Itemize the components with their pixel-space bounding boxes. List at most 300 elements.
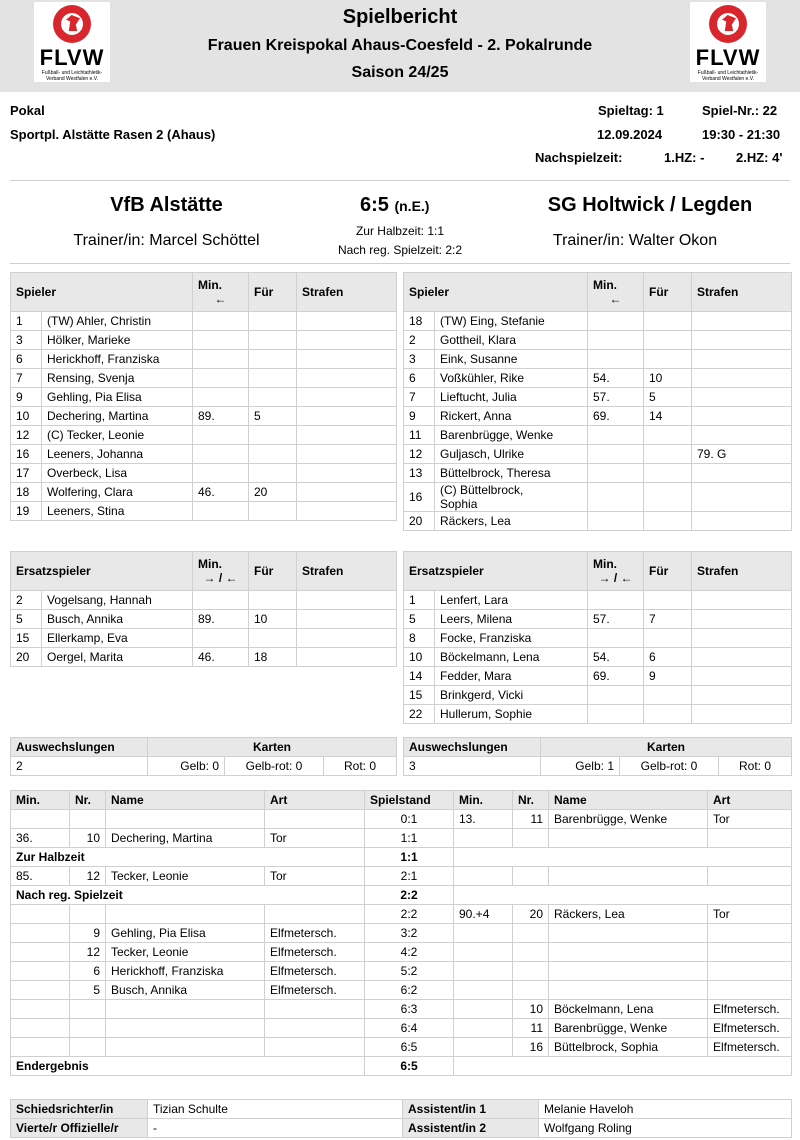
fourth-official-name: - <box>148 1119 403 1138</box>
home-goal-nr <box>70 1038 106 1057</box>
goal-score: 6:3 <box>365 1000 454 1019</box>
player-number: 5 <box>11 610 42 629</box>
home-goal-type <box>265 905 365 924</box>
player-for <box>644 350 692 369</box>
player-name-line: Focke, Franziska <box>440 631 532 645</box>
page-title: Spielbericht <box>342 6 458 28</box>
away-goal-name: Barenbrügge, Wenke <box>549 810 708 829</box>
phase-label: Zur Halbzeit <box>11 848 365 867</box>
player-name-line: Büttelbrock, Theresa <box>440 466 551 480</box>
player-name-line: Leeners, Johanna <box>47 447 144 461</box>
player-number: 20 <box>404 512 435 531</box>
away-subs-count: 3 <box>404 757 541 776</box>
away-goal-type: Elfmetersch. <box>708 1000 792 1019</box>
for-header: Für <box>249 273 297 312</box>
player-name <box>42 445 193 464</box>
home-goal-minute <box>11 905 70 924</box>
minute-label: Min. <box>593 278 617 292</box>
score-header: Spielstand <box>365 791 454 810</box>
player-name <box>42 464 193 483</box>
away-goal-nr: 11 <box>513 1019 549 1038</box>
divider <box>10 263 790 264</box>
player-row <box>404 388 792 407</box>
goal-row <box>11 829 792 848</box>
officials-table <box>10 1099 792 1138</box>
away-yellow: Gelb: 1 <box>541 757 620 776</box>
player-penalty <box>692 667 792 686</box>
referee-label: Schiedsrichter/in <box>11 1100 148 1119</box>
away-goal-nr <box>513 924 549 943</box>
subs-header: Auswechslungen <box>11 738 148 757</box>
assistant1-name: Melanie Haveloh <box>539 1100 792 1119</box>
home-goal-minute <box>11 1000 70 1019</box>
final-score-value: 6:5 <box>360 194 389 216</box>
home-goal-type <box>265 810 365 829</box>
home-goal-minute: 85. <box>11 867 70 886</box>
subs-header: Auswechslungen <box>404 738 541 757</box>
player-penalty <box>692 426 792 445</box>
fourth-official-label: Vierte/r Offizielle/r <box>11 1119 148 1138</box>
home-subs-count: 2 <box>11 757 148 776</box>
divider <box>10 180 790 181</box>
player-minute: 57. <box>588 610 644 629</box>
home-goal-minute <box>11 810 70 829</box>
player-number: 2 <box>404 331 435 350</box>
away-goal-name <box>549 924 708 943</box>
home-goal-type: Tor <box>265 867 365 886</box>
player-name-line: Lieftucht, Julia <box>440 390 517 404</box>
player-penalty <box>692 686 792 705</box>
away-goal-nr: 20 <box>513 905 549 924</box>
away-goal-type <box>708 867 792 886</box>
away-goal-name <box>549 829 708 848</box>
player-number: 15 <box>11 629 42 648</box>
away-goal-type: Elfmetersch. <box>708 1019 792 1038</box>
minute-arrow-icon: → / ← <box>598 571 633 585</box>
player-row <box>11 648 397 667</box>
referee-name: Tizian Schulte <box>148 1100 403 1119</box>
player-name-line: Voßkühler, Rike <box>440 371 525 385</box>
player-number: 1 <box>11 312 42 331</box>
player-minute: 57. <box>588 388 644 407</box>
penalties-header: Strafen <box>297 273 397 312</box>
penalties-header: Strafen <box>692 273 792 312</box>
player-penalty <box>297 502 397 521</box>
penalties-header: Strafen <box>692 552 792 591</box>
away-goal-name <box>549 981 708 1000</box>
phase-score: 6:5 <box>365 1057 454 1076</box>
player-name <box>42 426 193 445</box>
player-name <box>435 426 588 445</box>
player-number: 1 <box>404 591 435 610</box>
player-minute: 69. <box>588 407 644 426</box>
player-name-line: Ellerkamp, Eva <box>47 631 128 645</box>
away-goal-type <box>708 924 792 943</box>
player-row <box>404 350 792 369</box>
player-minute <box>588 686 644 705</box>
home-cards-table <box>10 737 397 776</box>
away-goal-minute <box>454 867 513 886</box>
competition-title: Frauen Kreispokal Ahaus-Coesfeld - 2. Pokalrunde <box>207 37 593 54</box>
player-row <box>11 407 397 426</box>
away-goal-minute <box>454 1019 513 1038</box>
goal-row <box>11 867 792 886</box>
home-goal-nr: 5 <box>70 981 106 1000</box>
player-number: 7 <box>11 369 42 388</box>
home-goal-type: Elfmetersch. <box>265 962 365 981</box>
home-yellow: Gelb: 0 <box>148 757 225 776</box>
player-name-line: (C) Tecker, Leonie <box>47 428 145 442</box>
player-name <box>435 388 588 407</box>
player-name-line: Lenfert, Lara <box>440 593 509 607</box>
home-goal-type: Elfmetersch. <box>265 981 365 1000</box>
player-name-line: Fedder, Mara <box>440 669 512 683</box>
for-header: Für <box>644 552 692 591</box>
player-name <box>435 464 588 483</box>
player-for <box>249 591 297 610</box>
player-name-line: Leeners, Stina <box>47 504 125 518</box>
player-for <box>249 331 297 350</box>
player-for <box>644 705 692 724</box>
player-penalty <box>692 705 792 724</box>
player-number: 16 <box>404 483 435 512</box>
player-minute <box>588 483 644 512</box>
home-goal-type: Tor <box>265 829 365 848</box>
player-penalty <box>692 629 792 648</box>
away-yellowred: Gelb-rot: 0 <box>620 757 719 776</box>
player-minute <box>588 350 644 369</box>
home-goal-nr: 10 <box>70 829 106 848</box>
away-goal-name <box>549 943 708 962</box>
player-number: 3 <box>404 350 435 369</box>
player-penalty <box>297 629 397 648</box>
player-minute <box>588 426 644 445</box>
player-penalty <box>297 350 397 369</box>
player-minute <box>193 629 249 648</box>
player-row <box>404 483 792 512</box>
player-for: 5 <box>644 388 692 407</box>
home-goal-type: Elfmetersch. <box>265 943 365 962</box>
player-number: 3 <box>11 331 42 350</box>
venue: Sportpl. Alstätte Rasen 2 (Ahaus) <box>10 127 216 142</box>
player-row <box>404 610 792 629</box>
goal-row <box>11 1000 792 1019</box>
home-goal-minute <box>11 943 70 962</box>
matchday: Spieltag: 1 <box>598 103 664 118</box>
goal-score: 6:4 <box>365 1019 454 1038</box>
penalties-header: Strafen <box>297 552 397 591</box>
player-header: Ersatzspieler <box>404 552 588 591</box>
player-name <box>42 502 193 521</box>
player-penalty <box>297 369 397 388</box>
player-minute <box>193 369 249 388</box>
player-name-line: Hullerum, Sophie <box>440 707 533 721</box>
goal-score: 0:1 <box>365 810 454 829</box>
goal-score: 2:2 <box>365 905 454 924</box>
home-goal-name <box>106 1000 265 1019</box>
player-for: 5 <box>249 407 297 426</box>
away-subs-table <box>403 551 792 724</box>
away-goal-type: Elfmetersch. <box>708 1038 792 1057</box>
player-for <box>644 686 692 705</box>
player-for <box>249 369 297 388</box>
goal-row <box>11 810 792 829</box>
away-goal-name: Barenbrügge, Wenke <box>549 1019 708 1038</box>
away-goal-nr: 11 <box>513 810 549 829</box>
player-minute <box>588 331 644 350</box>
player-for <box>249 629 297 648</box>
player-name-line: (C) Büttelbrock, <box>440 483 524 497</box>
home-goal-nr <box>70 1019 106 1038</box>
player-row <box>11 464 397 483</box>
player-row <box>404 445 792 464</box>
player-number: 2 <box>11 591 42 610</box>
final-score <box>360 194 429 217</box>
home-red: Rot: 0 <box>324 757 397 776</box>
home-goal-nr: 6 <box>70 962 106 981</box>
player-number: 16 <box>11 445 42 464</box>
player-minute <box>588 464 644 483</box>
home-goal-minute <box>11 1038 70 1057</box>
player-minute <box>193 426 249 445</box>
player-penalty <box>692 483 792 512</box>
player-name-line: Wolfering, Clara <box>47 485 133 499</box>
away-goal-nr: 16 <box>513 1038 549 1057</box>
home-goal-type <box>265 1019 365 1038</box>
goal-score: 6:5 <box>365 1038 454 1057</box>
player-name <box>42 483 193 502</box>
player-name-line: Sophia <box>440 497 478 511</box>
player-minute <box>193 591 249 610</box>
player-for <box>644 312 692 331</box>
player-row <box>11 629 397 648</box>
player-minute: 46. <box>193 648 249 667</box>
away-coach: Trainer/in: Walter Okon <box>552 232 718 249</box>
player-row <box>11 331 397 350</box>
home-goal-name <box>106 905 265 924</box>
player-name-line: Räckers, Lea <box>440 514 511 528</box>
player-row <box>11 312 397 331</box>
player-for: 18 <box>249 648 297 667</box>
player-for: 20 <box>249 483 297 502</box>
player-row <box>11 610 397 629</box>
goal-row <box>11 962 792 981</box>
cards-header: Karten <box>541 738 792 757</box>
home-team: VfB Alstätte <box>110 194 223 216</box>
player-number: 9 <box>404 407 435 426</box>
player-header: Spieler <box>404 273 588 312</box>
goal-row <box>11 1019 792 1038</box>
player-number: 12 <box>404 445 435 464</box>
logo-word: FLVW <box>39 45 105 70</box>
player-minute <box>193 331 249 350</box>
player-name <box>435 407 588 426</box>
player-row <box>404 426 792 445</box>
minute-arrow-icon: ← <box>609 292 622 306</box>
player-for <box>644 512 692 531</box>
home-yellowred: Gelb-rot: 0 <box>225 757 324 776</box>
home-goal-name: Dechering, Martina <box>106 829 265 848</box>
away-goal-minute <box>454 962 513 981</box>
player-name <box>42 629 193 648</box>
player-name-line: Herickhoff, Franziska <box>47 352 160 366</box>
away-goal-name: Räckers, Lea <box>549 905 708 924</box>
player-penalty <box>297 610 397 629</box>
extra-time-label: Nachspielzeit: <box>535 150 623 165</box>
player-row <box>404 705 792 724</box>
player-row <box>404 667 792 686</box>
player-for: 10 <box>249 610 297 629</box>
player-minute <box>588 591 644 610</box>
player-minute <box>193 464 249 483</box>
player-name <box>435 629 588 648</box>
header-row <box>404 273 792 312</box>
player-name <box>435 312 588 331</box>
player-number: 6 <box>404 369 435 388</box>
regular-time-score: Nach reg. Spielzeit: 2:2 <box>337 243 463 257</box>
match-time: 19:30 - 21:30 <box>702 127 781 142</box>
away-goal-type <box>708 943 792 962</box>
player-name <box>435 445 588 464</box>
player-name-line: Oergel, Marita <box>47 650 124 664</box>
player-penalty <box>692 350 792 369</box>
player-name <box>42 331 193 350</box>
player-name-line: Vogelsang, Hannah <box>47 593 152 607</box>
away-goal-minute <box>454 1000 513 1019</box>
away-goal-nr <box>513 943 549 962</box>
player-number: 8 <box>404 629 435 648</box>
player-number: 11 <box>404 426 435 445</box>
header-row <box>404 552 792 591</box>
away-goal-nr <box>513 962 549 981</box>
player-number: 12 <box>11 426 42 445</box>
assistant1-label: Assistent/in 1 <box>403 1100 539 1119</box>
away-minute-header: Min. <box>454 791 513 810</box>
home-goal-minute <box>11 962 70 981</box>
away-goal-type <box>708 962 792 981</box>
away-name-header: Name <box>549 791 708 810</box>
phase-score: 2:2 <box>365 886 454 905</box>
home-nr-header: Nr. <box>70 791 106 810</box>
home-goal-minute <box>11 1019 70 1038</box>
goals-header-row <box>11 791 792 810</box>
home-goal-minute <box>11 924 70 943</box>
home-goal-minute <box>11 981 70 1000</box>
cards-header: Karten <box>148 738 397 757</box>
player-name <box>435 591 588 610</box>
player-number: 15 <box>404 686 435 705</box>
player-number: 19 <box>11 502 42 521</box>
player-name <box>42 369 193 388</box>
player-minute <box>193 445 249 464</box>
home-goal-type <box>265 1038 365 1057</box>
away-goal-minute <box>454 1038 513 1057</box>
home-goal-type: Elfmetersch. <box>265 924 365 943</box>
home-goal-minute: 36. <box>11 829 70 848</box>
home-subs-table <box>10 551 397 667</box>
away-goal-name: Büttelbrock, Sophia <box>549 1038 708 1057</box>
home-goal-nr <box>70 810 106 829</box>
away-goal-type: Tor <box>708 905 792 924</box>
home-goal-nr: 12 <box>70 867 106 886</box>
away-goal-type: Tor <box>708 810 792 829</box>
player-penalty <box>692 648 792 667</box>
player-number: 9 <box>11 388 42 407</box>
player-header: Spieler <box>11 273 193 312</box>
player-penalty <box>692 312 792 331</box>
player-for: 7 <box>644 610 692 629</box>
goal-score: 1:1 <box>365 829 454 848</box>
player-name <box>435 705 588 724</box>
away-goal-minute <box>454 981 513 1000</box>
player-row <box>11 426 397 445</box>
goal-score: 6:2 <box>365 981 454 1000</box>
player-penalty <box>692 369 792 388</box>
player-name <box>435 483 588 512</box>
flvw-logo-right <box>690 2 766 82</box>
home-goal-name: Busch, Annika <box>106 981 265 1000</box>
player-row <box>404 512 792 531</box>
player-row <box>11 502 397 521</box>
season-title: Saison 24/25 <box>351 64 449 81</box>
for-header: Für <box>644 273 692 312</box>
away-goal-name <box>549 962 708 981</box>
player-for <box>249 312 297 331</box>
player-for: 14 <box>644 407 692 426</box>
player-name-line: Guljasch, Ulrike <box>440 447 525 461</box>
away-goal-name: Böckelmann, Lena <box>549 1000 708 1019</box>
assistant2-label: Assistent/in 2 <box>403 1119 539 1138</box>
goal-row <box>11 905 792 924</box>
player-row <box>11 445 397 464</box>
player-row <box>404 407 792 426</box>
final-score-note: (n.E.) <box>394 198 430 214</box>
player-penalty <box>297 407 397 426</box>
phase-row <box>11 848 792 867</box>
player-row <box>11 483 397 502</box>
player-name-line: Böckelmann, Lena <box>440 650 540 664</box>
minute-label: Min. <box>198 557 222 571</box>
player-number: 14 <box>404 667 435 686</box>
away-goal-nr: 10 <box>513 1000 549 1019</box>
player-for <box>644 591 692 610</box>
player-name <box>435 610 588 629</box>
home-goal-nr <box>70 905 106 924</box>
player-number: 6 <box>11 350 42 369</box>
player-name <box>42 388 193 407</box>
phase-row <box>11 886 792 905</box>
player-row <box>11 388 397 407</box>
player-penalty <box>692 331 792 350</box>
player-penalty <box>297 388 397 407</box>
goal-score: 5:2 <box>365 962 454 981</box>
minute-label: Min. <box>593 557 617 571</box>
player-name <box>435 350 588 369</box>
game-number: Spiel-Nr.: 22 <box>702 103 778 118</box>
player-for <box>644 331 692 350</box>
goal-row <box>11 943 792 962</box>
minute-arrow-icon: ← <box>214 292 227 306</box>
player-for <box>644 445 692 464</box>
away-goal-minute <box>454 829 513 848</box>
player-number: 5 <box>404 610 435 629</box>
player-number: 17 <box>11 464 42 483</box>
player-name-line: Brinkgerd, Vicki <box>440 688 524 702</box>
player-for <box>644 426 692 445</box>
player-minute <box>193 312 249 331</box>
logo-subtitle: Fußball- und Leichtathletik-Verband Westfalen e.V. <box>41 70 103 82</box>
player-name <box>435 667 588 686</box>
